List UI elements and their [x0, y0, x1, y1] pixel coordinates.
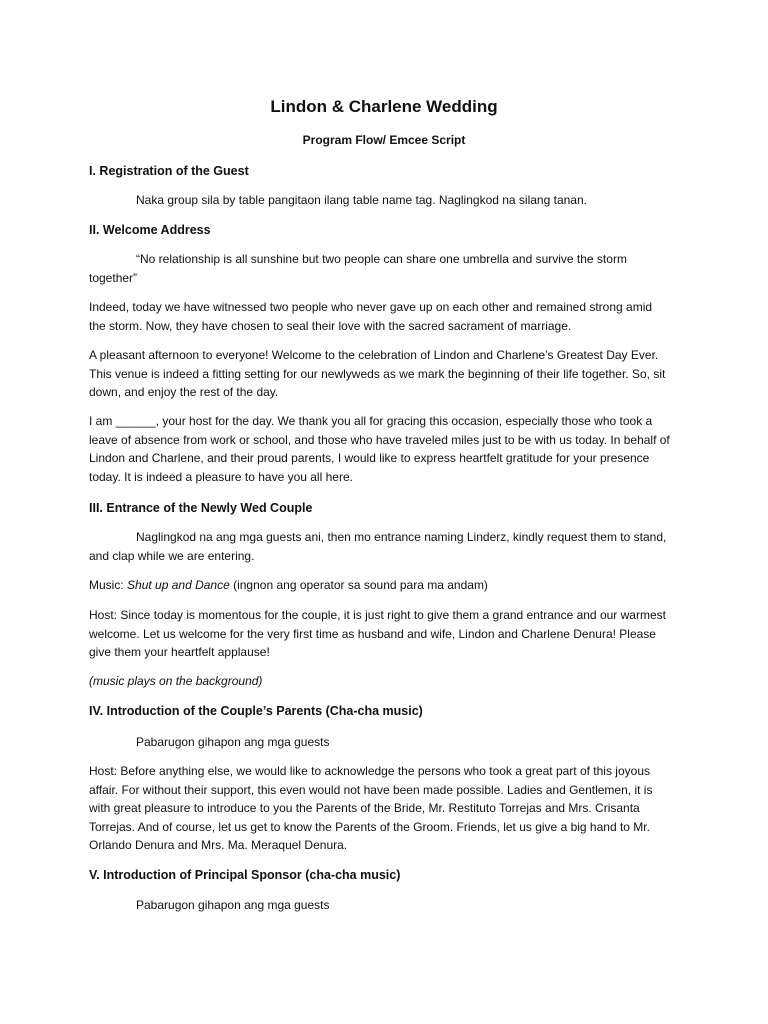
paragraph-entrance-host: Host: Since today is momentous for the couple, it is just right to give them a grand entrance and our warmest welcome. Let us welcome for the very first time as husband and wife, Lindon and Charlene Denura! Please give them your heartfelt applause! — [89, 608, 666, 659]
document-subtitle: Program Flow/ Emcee Script — [302, 133, 466, 147]
paragraph-welcome-2: A pleasant afternoon to everyone! Welcome to the celebration of Lindon and Charlene’s Greatest Day Ever. This venue is indeed a fitting setting for our newlyweds as we mark the beginning of their life together. So, sit down, and enjoy the rest of the day. — [89, 348, 666, 399]
music-background-note: (music plays on the background) — [89, 674, 263, 688]
paragraph-welcome-3: I am ______, your host for the day. We thank you all for gracing this occasion, especially those who took a leave of absence from work or school, and those who have traveled miles just to be with us today. In behalf of Lindon and Charlene, and their proud parents, I would like to express heartfelt gratitude for your presence today. It is indeed a pleasure to have you all here. — [89, 414, 670, 484]
document-title: Lindon & Charlene Wedding — [270, 97, 498, 116]
music-title: Shut up and Dance — [127, 578, 230, 592]
music-note: (ingnon ang operator sa sound para ma andam) — [229, 578, 488, 592]
paragraph-parents: Pabarugon gihapon ang mga guests — [136, 735, 330, 749]
section-heading-sponsor: V. Introduction of Principal Sponsor (cha-cha music) — [89, 868, 401, 882]
paragraph-entrance: Naglingkod na ang mga guests ani, then mo entrance naming Linderz, kindly request them to stand, and clap while we are entering. — [89, 530, 667, 563]
paragraph-welcome-1: Indeed, today we have witnessed two people who never gave up on each other and remained strong amid the storm. Now, they have chosen to seal their love with the sacred sacrament of marriage. — [89, 300, 653, 333]
section-heading-entrance: III. Entrance of the Newly Wed Couple — [89, 501, 313, 515]
paragraph-registration: Naka group sila by table pangitaon ilang table name tag. Naglingkod na silang tanan. — [136, 193, 587, 207]
paragraph-parents-host: Host: Before anything else, we would like to acknowledge the persons who took a great part of this joyous affair. For without their support, this even would not have been made possible. Ladies and Gentlemen, it is with great pleasure to introduce to you the Parents of the Bride, Mr. Restituto Torrejas and Mrs. Crisanta Torrejas. And of course, let us get to know the Parents of the Groom. Friends, let us give a big hand to Mr. Orlando Denura and Mrs. Ma. Meraquel Denura. — [89, 764, 653, 852]
paragraph-sponsor: Pabarugon gihapon ang mga guests — [136, 898, 330, 912]
quote-welcome: “No relationship is all sunshine but two people can share one umbrella and survive the storm together” — [89, 252, 627, 285]
music-line — [89, 576, 671, 595]
section-heading-welcome: II. Welcome Address — [89, 223, 211, 237]
music-label: Music: — [89, 578, 128, 592]
section-heading-parents: IV. Introduction of the Couple’s Parents (Cha-cha music) — [89, 704, 423, 718]
section-heading-registration: I. Registration of the Guest — [89, 164, 249, 178]
